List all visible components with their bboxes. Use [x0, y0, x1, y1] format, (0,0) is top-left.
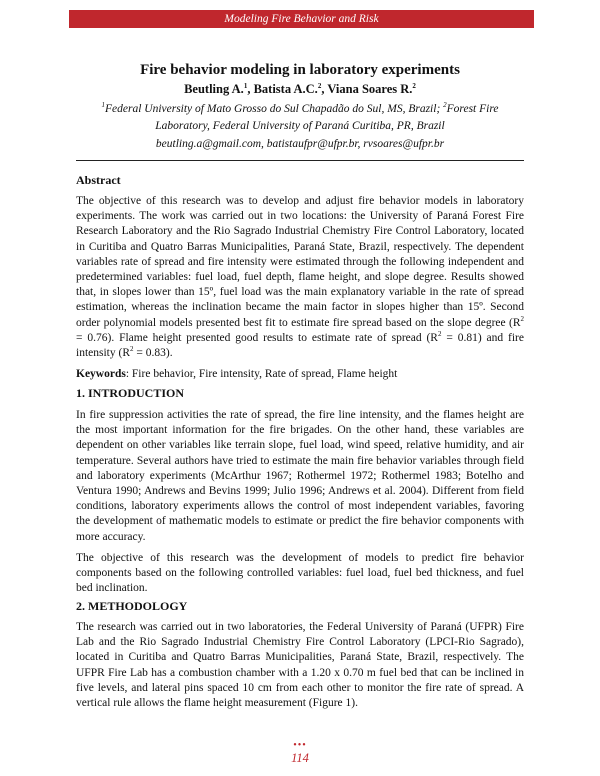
author-name: Viana Soares R.: [327, 82, 413, 96]
author-affil-sup: 2: [412, 81, 416, 90]
r-squared-exponent: 2: [520, 314, 524, 323]
r-squared-exponent: 2: [130, 345, 134, 354]
keywords-label: Keywords: [76, 368, 126, 381]
abstract-text-part: = 0.76). Flame height presented good results to estimate rate of spread (R: [76, 331, 438, 344]
footer-dots: •••: [293, 740, 307, 751]
methodology-paragraph-1: The research was carried out in two laboratories, the Federal University of Paraná (UFPR) Fire Lab and the Rio Sagrado Industrial Chemistry Fire Control Laboratory (LPCI-Rio Sagrado), located in Curitiba and Quatro Barras Municipalities, Paraná State, Brazil, respectively. The UFPR Fire Lab has a combustion chamber with a 1.20 x 0.70 m fuel bed that can be inclined in five levels, and lateral pins spaced 10 cm from each other to monitor the fire rate of spread. A vertical rule allows the flame height measurement (Figure 1).: [76, 621, 524, 710]
abstract-text: [76, 194, 524, 361]
affil-sup: 1: [101, 101, 105, 110]
abstract-text-part: = 0.81) and fire intensity (R: [76, 331, 524, 360]
keywords-text: : Fire behavior, Fire intensity, Rate of spread, Flame height: [125, 368, 398, 381]
keywords-line: [76, 368, 524, 380]
page-number: 114: [291, 751, 309, 765]
introduction-paragraph-1: In fire suppression activities the rate of spread, the fire line intensity, and the flames height are the most important information for the fire brigades. On the other hand, these variables are dependent on other variables like terrain slope, fuel load, wind speed, relative humidity, and air temperature. Several authors have tried to estimate the main fire behavior variables through field and laboratory experiments (McArthur 1967; Rothermel 1972; Rothermel 1983; Botelho and Ventura 1990; Andrews and Bevins 1999; Julio 1996; Andrews et al. 2004). Different from field conditions, laboratory experiments allows the control of most independent variables, favoring the development of mathematic models to estimate or predict the fire behavior components with more accuracy.: [76, 409, 524, 543]
abstract-text-part: The objective of this research was to develop and adjust fire behavior models in laboratory experiments. The work was carried out in two locations: the University of Paraná Forest Fire Research Laboratory and the Rio Sagrado Industrial Chemistry Fire Control Laboratory, located in Curitiba and Quatro Barras Municipalities, Paraná State, Brazil, respectively. The dependent variables rate of spread and fire intensity were estimated through the following independent and predetermined variables: fuel load, fuel depth, flame height, and slope degree. Results showed that, in slopes lower than 15º, fuel load was the main explanatory variable in the rate of spread estimation, whereas the inclination became the main factor in slopes higher than 15º. Second order polynomial models presented best fit to estimate fire spread based on the slope degree (R: [76, 195, 524, 329]
author-name: Beutling A.: [184, 82, 244, 96]
abstract-section: [76, 173, 524, 380]
author-affil-sup: 2: [317, 81, 322, 90]
abstract-heading: Abstract: [76, 173, 121, 187]
introduction-heading: 1. INTRODUCTION: [76, 386, 185, 400]
methodology-heading: 2. METHODOLOGY: [76, 599, 188, 613]
author-list: Beutling A.$^1$, Batista A.C.$^2$, Viana Soares R.$^2$: [184, 81, 416, 96]
introduction-section: [76, 386, 524, 596]
abstract-text-part: = 0.83).: [133, 347, 173, 360]
running-title: Modeling Fire Behavior and Risk: [224, 13, 379, 25]
affiliations: [80, 101, 520, 135]
affil-sup: 2: [443, 101, 447, 110]
author-emails: beutling.a@gmail.com, batistaufpr@ufpr.br, rvsoares@ufpr.br: [155, 138, 445, 150]
affiliation-1: Federal University of Mato Grosso do Sul Chapadão do Sul, MS, Brazil;: [104, 103, 444, 115]
r-squared-exponent: 2: [437, 330, 442, 338]
header-divider: [76, 160, 524, 161]
methodology-section: [76, 599, 524, 711]
running-header: [69, 10, 534, 28]
paper-title: Fire behavior modeling in laboratory experiments: [140, 62, 460, 78]
introduction-paragraph-2: The objective of this research was the development of models to predict fire behavior components based on the following controlled variables: fuel load, fuel bed thickness, and fuel bed inclination.: [76, 551, 524, 595]
author-affil-sup: 1: [243, 81, 248, 90]
author-name: Batista A.C.: [253, 82, 318, 96]
affiliation-2: Forest Fire Laboratory, Federal University of Paraná Curitiba, PR, Brazil: [155, 103, 499, 132]
